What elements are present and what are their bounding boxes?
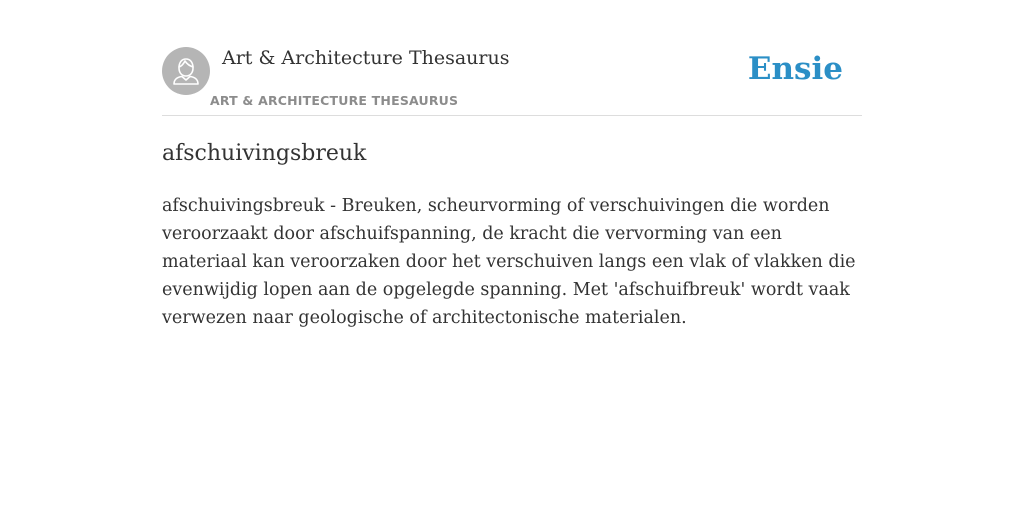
author-avatar[interactable] (162, 47, 210, 95)
source-label: ART & ARCHITECTURE THESAURUS (210, 93, 459, 108)
page-title: afschuivingsbreuk (162, 141, 367, 166)
page-container (162, 0, 862, 512)
definition-text: afschuivingsbreuk - Breuken, scheurvorming of verschuivingen die worden veroorzaakt door afschuifspanning, de kracht die vervorming van een materiaal kan veroorzaken door het verschuiven langs een vlak of vlakken die evenwijdig lopen aan de opgelegde spanning. Met 'afschuifbreuk' wordt vaak verwezen naar geologische of architectonische materialen. (162, 196, 856, 328)
entry-header (162, 0, 862, 116)
user-silhouette-icon (162, 47, 210, 95)
brand-logo[interactable]: Ensie (747, 51, 843, 87)
author-name[interactable]: Art & Architecture Thesaurus (222, 47, 510, 69)
